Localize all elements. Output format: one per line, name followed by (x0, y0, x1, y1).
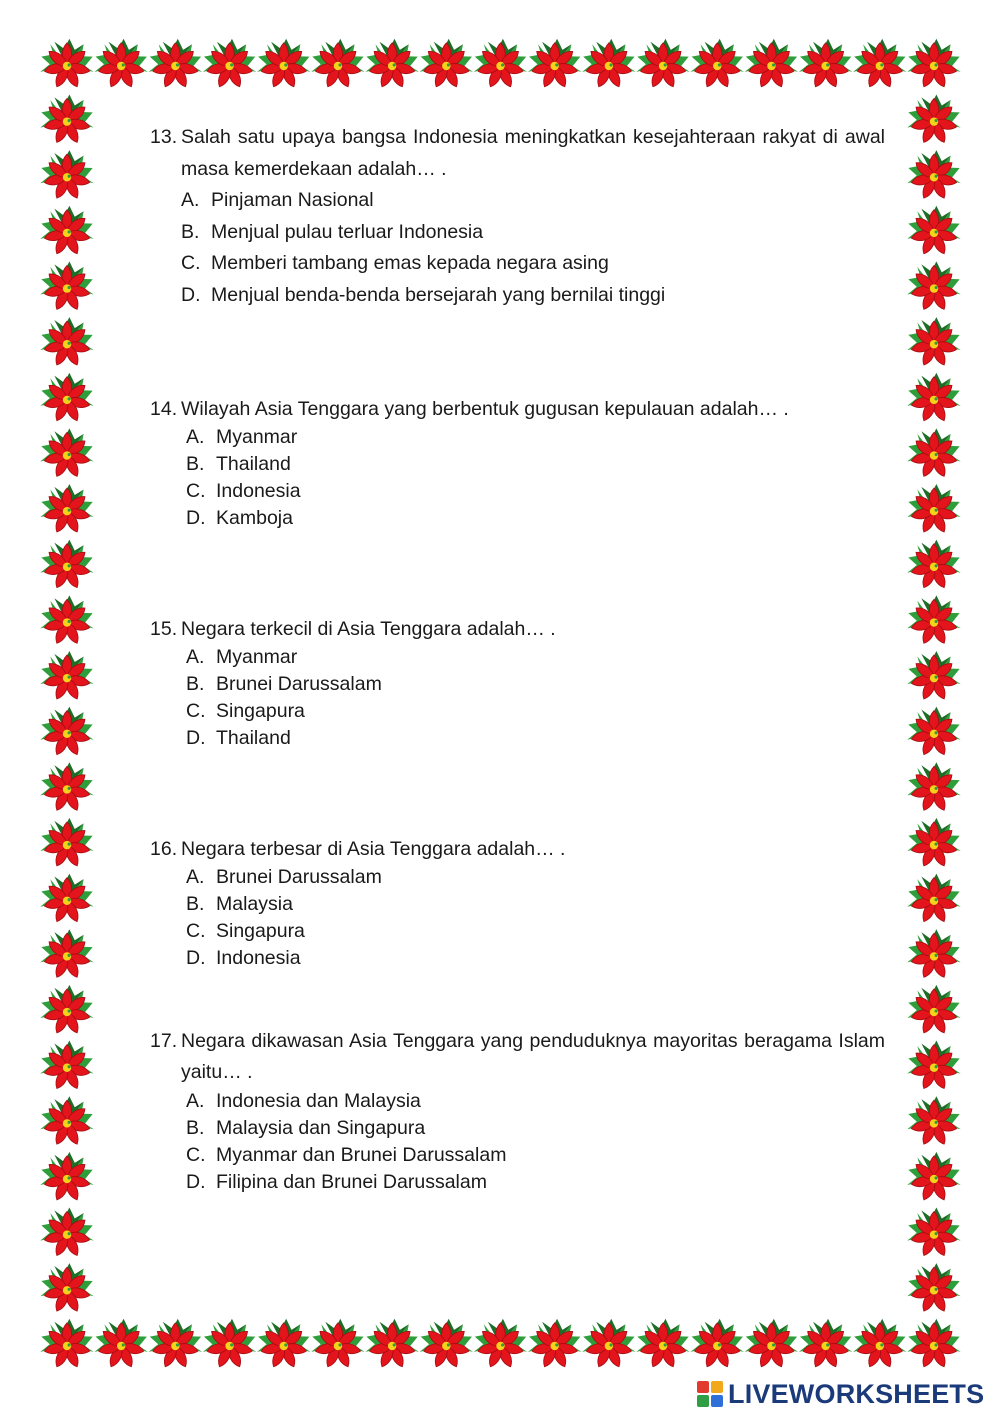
options-list (150, 185, 885, 311)
question-text: Negara dikawasan Asia Tenggara yang penduduknya mayoritas beragama Islam (181, 1030, 885, 1052)
logo-square (711, 1381, 723, 1393)
question-number: 16. (150, 838, 178, 860)
option-letter: B. (181, 220, 200, 243)
poinsettia-icon (903, 984, 964, 1035)
poinsettia-icon (903, 1262, 964, 1313)
poinsettia-icon (36, 38, 97, 89)
question-text-continued: yaitu… . (181, 1061, 253, 1083)
option-a[interactable] (186, 424, 885, 451)
poinsettia-icon (903, 483, 964, 534)
poinsettia-icon (36, 928, 97, 979)
option-text: Myanmar (216, 426, 298, 448)
poinsettia-icon (416, 1318, 477, 1369)
poinsettia-icon (36, 1262, 97, 1313)
poinsettia-icon (849, 1318, 910, 1369)
poinsettia-icon (36, 984, 97, 1035)
poinsettia-icon (36, 761, 97, 812)
poinsettia-icon (903, 1206, 964, 1257)
poinsettia-icon (849, 38, 910, 89)
option-text: Myanmar dan Brunei Darussalam (216, 1144, 507, 1166)
poinsettia-icon (36, 1318, 97, 1369)
options-list (150, 864, 885, 972)
option-a[interactable] (181, 185, 885, 217)
poinsettia-icon (199, 38, 260, 89)
poinsettia-icon (470, 1318, 531, 1369)
question-15 (150, 615, 885, 752)
poinsettia-icon (36, 483, 97, 534)
poinsettia-icon (524, 38, 585, 89)
poinsettia-icon (903, 761, 964, 812)
option-letter: D. (186, 727, 206, 749)
option-d[interactable] (186, 725, 885, 752)
poinsettia-icon (741, 1318, 802, 1369)
poinsettia-icon (145, 38, 206, 89)
poinsettia-icon (470, 38, 531, 89)
poinsettia-icon (903, 538, 964, 589)
option-letter: C. (186, 700, 206, 722)
poinsettia-icon (253, 38, 314, 89)
poinsettia-icon (903, 149, 964, 200)
option-c[interactable] (186, 918, 885, 945)
logo-square (697, 1395, 709, 1407)
question-16 (150, 835, 885, 972)
option-letter: A. (181, 189, 200, 211)
options-list (150, 1088, 885, 1196)
option-letter: D. (186, 1171, 206, 1193)
poinsettia-icon (903, 371, 964, 422)
poinsettia-icon (903, 872, 964, 923)
option-text: Menjual benda-benda bersejarah yang bernilai tinggi (211, 283, 666, 306)
poinsettia-icon (903, 427, 964, 478)
poinsettia-icon (903, 1095, 964, 1146)
option-text: Menjual pulau terluar Indonesia (211, 220, 484, 243)
option-letter: C. (186, 480, 206, 502)
poinsettia-icon (36, 538, 97, 589)
poinsettia-icon (361, 38, 422, 89)
options-list (150, 424, 885, 532)
option-d[interactable] (186, 505, 885, 532)
question-text: Wilayah Asia Tenggara yang berbentuk gugusan kepulauan adalah… . (181, 398, 789, 420)
option-letter: C. (181, 252, 201, 274)
poinsettia-icon (36, 1206, 97, 1257)
poinsettia-icon (903, 650, 964, 701)
option-a[interactable] (186, 1088, 885, 1115)
option-letter: D. (186, 507, 206, 529)
poinsettia-icon (903, 316, 964, 367)
poinsettia-icon (632, 1318, 693, 1369)
poinsettia-icon (36, 1151, 97, 1202)
poinsettia-icon (36, 650, 97, 701)
poinsettia-icon (903, 260, 964, 311)
option-letter: D. (186, 947, 206, 969)
option-b[interactable] (186, 451, 885, 478)
option-text: Myanmar (216, 646, 298, 668)
option-c[interactable] (186, 478, 885, 505)
poinsettia-icon (36, 93, 97, 144)
option-b[interactable] (186, 891, 885, 918)
poinsettia-icon (578, 38, 639, 89)
option-text: Brunei Darussalam (216, 866, 382, 888)
option-letter: C. (186, 920, 206, 942)
poinsettia-icon (632, 38, 693, 89)
option-c[interactable] (186, 698, 885, 725)
option-letter: A. (186, 1090, 205, 1112)
option-text: Brunei Darussalam (216, 673, 382, 695)
option-a[interactable] (186, 644, 885, 671)
question-text: Negara terbesar di Asia Tenggara adalah… . (181, 838, 566, 860)
poinsettia-icon (36, 872, 97, 923)
option-b[interactable] (181, 217, 885, 249)
option-text: Filipina dan Brunei Darussalam (216, 1171, 487, 1193)
option-text: Malaysia (216, 893, 293, 915)
option-text: Singapura (216, 700, 305, 722)
poinsettia-icon (903, 594, 964, 645)
poinsettia-icon (687, 1318, 748, 1369)
poinsettia-icon (578, 1318, 639, 1369)
poinsettia-icon (36, 1095, 97, 1146)
question-number: 13. (150, 126, 178, 148)
question-number: 15. (150, 618, 178, 640)
option-b[interactable] (186, 671, 885, 698)
option-text: Indonesia (216, 480, 301, 502)
poinsettia-icon (795, 38, 856, 89)
poinsettia-icon (903, 817, 964, 868)
poinsettia-icon (903, 928, 964, 979)
poinsettia-icon (91, 38, 152, 89)
options-list (150, 644, 885, 752)
option-letter: C. (186, 1144, 206, 1166)
question-14 (150, 395, 885, 532)
poinsettia-icon (253, 1318, 314, 1369)
option-text: Thailand (216, 727, 291, 749)
option-letter: A. (186, 866, 205, 888)
poinsettia-icon (903, 705, 964, 756)
option-d[interactable] (186, 1169, 885, 1196)
option-d[interactable] (186, 945, 885, 972)
poinsettia-icon (416, 38, 477, 89)
poinsettia-icon (145, 1318, 206, 1369)
poinsettia-icon (687, 38, 748, 89)
option-text: Memberi tambang emas kepada negara asing (211, 252, 609, 274)
poinsettia-icon (36, 149, 97, 200)
option-c[interactable] (181, 248, 885, 280)
question-number: 17. (150, 1030, 178, 1052)
liveworksheets-logo (697, 1376, 997, 1412)
poinsettia-icon (903, 38, 964, 89)
option-letter: A. (186, 426, 205, 448)
poinsettia-icon (91, 1318, 152, 1369)
poinsettia-icon (36, 817, 97, 868)
option-letter: B. (186, 453, 205, 475)
poinsettia-icon (903, 93, 964, 144)
poinsettia-icon (36, 371, 97, 422)
question-text-continued: masa kemerdekaan adalah… . (181, 157, 447, 180)
option-text: Indonesia (216, 947, 301, 969)
question-text: Negara terkecil di Asia Tenggara adalah… . (181, 618, 556, 640)
poinsettia-icon (36, 427, 97, 478)
poinsettia-icon (36, 260, 97, 311)
logo-squares-icon (697, 1381, 723, 1407)
question-13 (150, 122, 885, 311)
option-text: Malaysia dan Singapura (216, 1117, 426, 1139)
poinsettia-icon (307, 1318, 368, 1369)
poinsettia-icon (361, 1318, 422, 1369)
option-letter: D. (181, 283, 201, 306)
poinsettia-icon (795, 1318, 856, 1369)
poinsettia-icon (903, 1318, 964, 1369)
poinsettia-icon (36, 705, 97, 756)
option-text: Singapura (216, 920, 305, 942)
option-text: Kamboja (216, 507, 293, 529)
poinsettia-icon (36, 316, 97, 367)
option-a[interactable] (186, 864, 885, 891)
poinsettia-icon (199, 1318, 260, 1369)
logo-square (711, 1395, 723, 1407)
poinsettia-icon (903, 1151, 964, 1202)
question-text: Salah satu upaya bangsa Indonesia meningkatkan kesejahteraan rakyat di awal (181, 126, 885, 148)
question-17 (150, 1026, 885, 1196)
option-letter: A. (186, 646, 205, 668)
option-letter: B. (186, 893, 205, 915)
poinsettia-icon (36, 594, 97, 645)
brand-name: LIVEWORKSHEETS (728, 1378, 985, 1409)
option-letter: B. (186, 673, 205, 695)
poinsettia-icon (903, 204, 964, 255)
poinsettia-icon (903, 1039, 964, 1090)
option-c[interactable] (186, 1142, 885, 1169)
poinsettia-icon (36, 1039, 97, 1090)
option-d[interactable] (181, 280, 885, 312)
option-b[interactable] (186, 1115, 885, 1142)
option-text: Thailand (216, 453, 291, 475)
option-text: Pinjaman Nasional (211, 189, 374, 211)
option-letter: B. (186, 1117, 205, 1139)
logo-square (697, 1381, 709, 1393)
poinsettia-icon (36, 204, 97, 255)
poinsettia-icon (307, 38, 368, 89)
poinsettia-icon (741, 38, 802, 89)
poinsettia-icon (524, 1318, 585, 1369)
option-text: Indonesia dan Malaysia (216, 1090, 421, 1112)
question-number: 14. (150, 398, 178, 420)
